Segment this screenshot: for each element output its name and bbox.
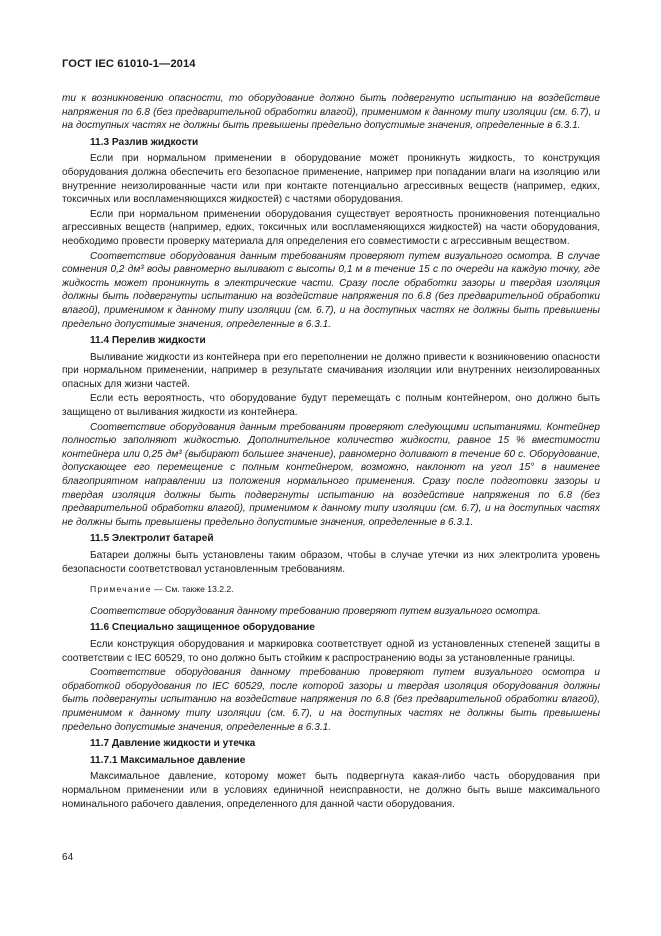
heading-11-3: 11.3 Разлив жидкости (90, 136, 199, 148)
heading-11-7: 11.7 Давление жидкости и утечка (90, 738, 256, 750)
paragraph-11-3-b: Если при нормальном применении оборудования существует вероятность проникновения потенциально агрессивных веществ (например, едких, токсичных или воспламеняющихся жидкостей) на части оборудования, необходимо провести проверку материала для определения его совместимости с агрессивным веществом. (62, 208, 600, 247)
paragraph-11-5-a: Батареи должны быть установлены таким образом, чтобы в случае утечки из них электролита уровень безопасности соответствовал установленным требованиям. (62, 550, 600, 575)
paragraph-11-4-compliance: Соответствие оборудования данным требованиям проверяют следующими испытаниями. Контейнер полностью заполняют жидкостью. Дополнительное количество жидкости, равное 15 % вместимости контейнера или 0,25 дм³ (выбирают большее значение), равномерно доливают в течение 60 с. Оборудование, допускающее его перемещение с полным контейнером, возможно, наклонют на угол 15° в наименее благоприятном направлении из положения нормального применения. Сразу после подготовки зазоры и твердая изоляция должны быть подвергнуты испытанию на воздействие напряжения по 6.8 (без предварительной обработки влагой), применимом к данному типу изоляции (см. 6.7), и на доступных частях не должны быть превышены предельно допустимые значения, определенные в 6.3.1. (62, 421, 600, 528)
heading-11-6: 11.6 Специально защищенное оборудование (90, 622, 315, 634)
note (62, 583, 600, 597)
note-label: Примечание (90, 584, 152, 595)
paragraph-11-3-a: Если при нормальном применении в оборудование может проникнуть жидкость, то конструкция оборудования должна обеспечить его безопасное применение, например при попадании влаги на изоляцию или внутренние неизолированные части или при контакте потенциально агрессивных веществ (например, едких, токсичных или воспламеняющихся жидкостей) с частями оборудования. (62, 153, 600, 206)
heading-11-7-1: 11.7.1 Максимальное давление (90, 754, 246, 766)
note-text: — См. также 13.2.2. (151, 584, 234, 595)
paragraph-11-6-a: Если конструкция оборудования и маркировка соответствует одной из установленных степеней защиты в соответствии с IEC 60529, то оно должно быть стойким к распространению воды за установленные границы. (62, 638, 600, 664)
standard-code-header: ГОСТ IEC 61010-1—2014 (62, 58, 196, 70)
document-body (62, 92, 600, 812)
paragraph-11-7-1: Максимальное давление, которому может быть подвергнута какая-либо часть оборудования при нормальном применении или в условиях единичной неисправности, не должно быть выше максимального номинального рабочего давления, определенного для данной части оборудования. (62, 771, 600, 810)
heading-11-4: 11.4 Перелив жидкости (90, 335, 206, 347)
paragraph-11-4-b: Если есть вероятность, что оборудование будут перемещать с полным контейнером, оно должно быть защищено от выливания жидкости из контейнера. (62, 393, 600, 419)
paragraph-11-3-compliance: Соответствие оборудования данным требованиям проверяют путем визуального осмотра. В случае сомнения 0,2 дм³ воды равномерно выливают с высоты 0,1 м в течение 15 с по очереди на каждую точку, где жидкость может проникнуть в электрические части. Сразу после обработки зазоры и твердая изоляция должны быть подвергнуты испытанию на воздействие напряжения по 6.8 (без предварительной обработки влагой), применимом к данному типу изоляции (см. 6.7), и на доступных частях не должны быть превышены предельно допустимые значения, определенные в 6.3.1. (62, 250, 600, 330)
paragraph-intro: ти к возникновению опасности, то оборудование должно быть подвергнуто испытанию на воздействие напряжения по 6.8 (без предварительной обработки влагой), применимом к данному типу изоляции (см. 6.7), и на доступных частях не должны быть превышены предельно допустимые значения, определенные в 6.3.1. (62, 93, 600, 132)
paragraph-11-6-compliance: Соответствие оборудования данному требованию проверяют путем визуального осмотра и обработкой оборудования по IEC 60529, после которой зазоры и твердая изоляция оборудования должны быть подвергнуты испытанию на воздействие напряжения по 6.8 (без предварительной обработки влагой), применимом к данному типу изоляции (см. 6.7), и на доступных частях не должны быть превышены предельно допустимые значения, определенные в 6.3.1. (62, 667, 600, 733)
heading-11-5: 11.5 Электролит батарей (90, 533, 214, 545)
paragraph-11-4-a: Выливание жидкости из контейнера при его переполнении не должно привести к возникновению опасности при нормальном применении, например в результате смачивания изоляции или внутренних неизолированных опасных для жизни частей. (62, 351, 600, 390)
page-number: 64 (62, 852, 74, 863)
paragraph-11-5-compliance: Соответствие оборудования данному требованию проверяют путем визуального осмотра. (90, 605, 541, 617)
